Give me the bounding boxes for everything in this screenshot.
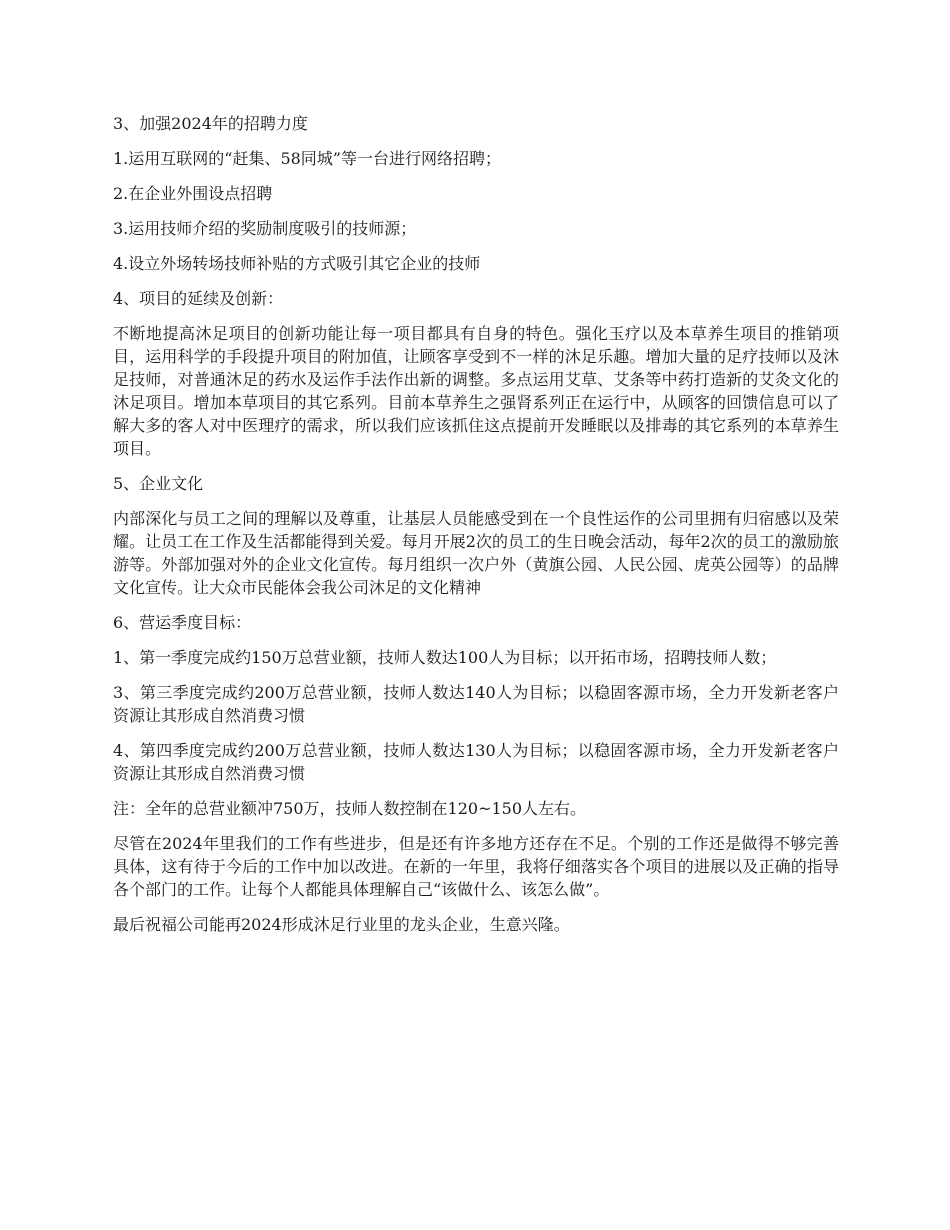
quarter-goal-1: 1、第一季度完成约150万总营业额，技师人数达100人为目标；以开拓市场，招聘技师人数； bbox=[113, 648, 777, 667]
closing-wish: 最后祝福公司能再2024形成沐足行业里的龙头企业，生意兴隆。 bbox=[113, 915, 570, 934]
annual-note: 注：全年的总营业额冲750万，技师人数控制在120~150人左右。 bbox=[113, 799, 587, 818]
culture-heading: 5、企业文化 bbox=[113, 474, 204, 493]
quarter-goal-3: 3、第三季度完成约200万总营业额，技师人数达140人为目标；以稳固客源市场，全力开发新老客户资源让其形成自然消费习惯 bbox=[113, 683, 839, 725]
document-body bbox=[113, 112, 839, 948]
culture-paragraph: 内部深化与员工之间的理解以及尊重，让基层人员能感受到在一个良性运作的公司里拥有归宿感以及荣耀。让员工在工作及生活都能得到关爱。每月开展2次的员工的生日晚会活动，每年2次的员工的激励旅游等。外部加强对外的企业文化宣传。每月组织一次户外（黄旗公园、人民公园、虎英公园等）的品牌文化宣传。让大众市民能体会我公司沐足的文化精神 bbox=[113, 509, 839, 597]
summary-paragraph: 尽管在2024年里我们的工作有些进步，但是还有许多地方还存在不足。个别的工作还是做得不够完善具体，这有待于今后的工作中加以改进。在新的一年里，我将仔细落实各个项目的进展以及正确的指导各个部门的工作。让每个人都能具体理解自己“该做什么、该怎么做”。 bbox=[113, 834, 839, 899]
recruitment-item-4: 4.设立外场转场技师补贴的方式吸引其它企业的技师 bbox=[113, 254, 481, 273]
recruitment-heading: 3、加强2024年的招聘力度 bbox=[113, 114, 308, 133]
innovation-heading: 4、项目的延续及创新： bbox=[113, 289, 284, 308]
quarter-goal-4: 4、第四季度完成约200万总营业额，技师人数达130人为目标；以稳固客源市场，全力开发新老客户资源让其形成自然消费习惯 bbox=[113, 741, 839, 783]
quarterly-goals-heading: 6、营运季度目标： bbox=[113, 613, 252, 632]
innovation-paragraph: 不断地提高沐足项目的创新功能让每一项目都具有自身的特色。强化玉疗以及本草养生项目的推销项目，运用科学的手段提升项目的附加值，让顾客享受到不一样的沐足乐趣。增加大量的足疗技师以及沐足技师，对普通沐足的药水及运作手法作出新的调整。多点运用艾草、艾条等中药打造新的艾灸文化的沐足项目。增加本草项目的其它系列。目前本草养生之强肾系列正在运行中，从顾客的回馈信息可以了解大多的客人对中医理疗的需求，所以我们应该抓住这点提前开发睡眠以及排毒的其它系列的本草养生项目。 bbox=[113, 324, 839, 458]
recruitment-item-1: 1.运用互联网的“赶集、58同城”等一台进行网络招聘； bbox=[113, 149, 501, 168]
recruitment-item-2: 2.在企业外围设点招聘 bbox=[113, 184, 273, 203]
recruitment-item-3: 3.运用技师介绍的奖励制度吸引的技师源； bbox=[113, 219, 417, 238]
